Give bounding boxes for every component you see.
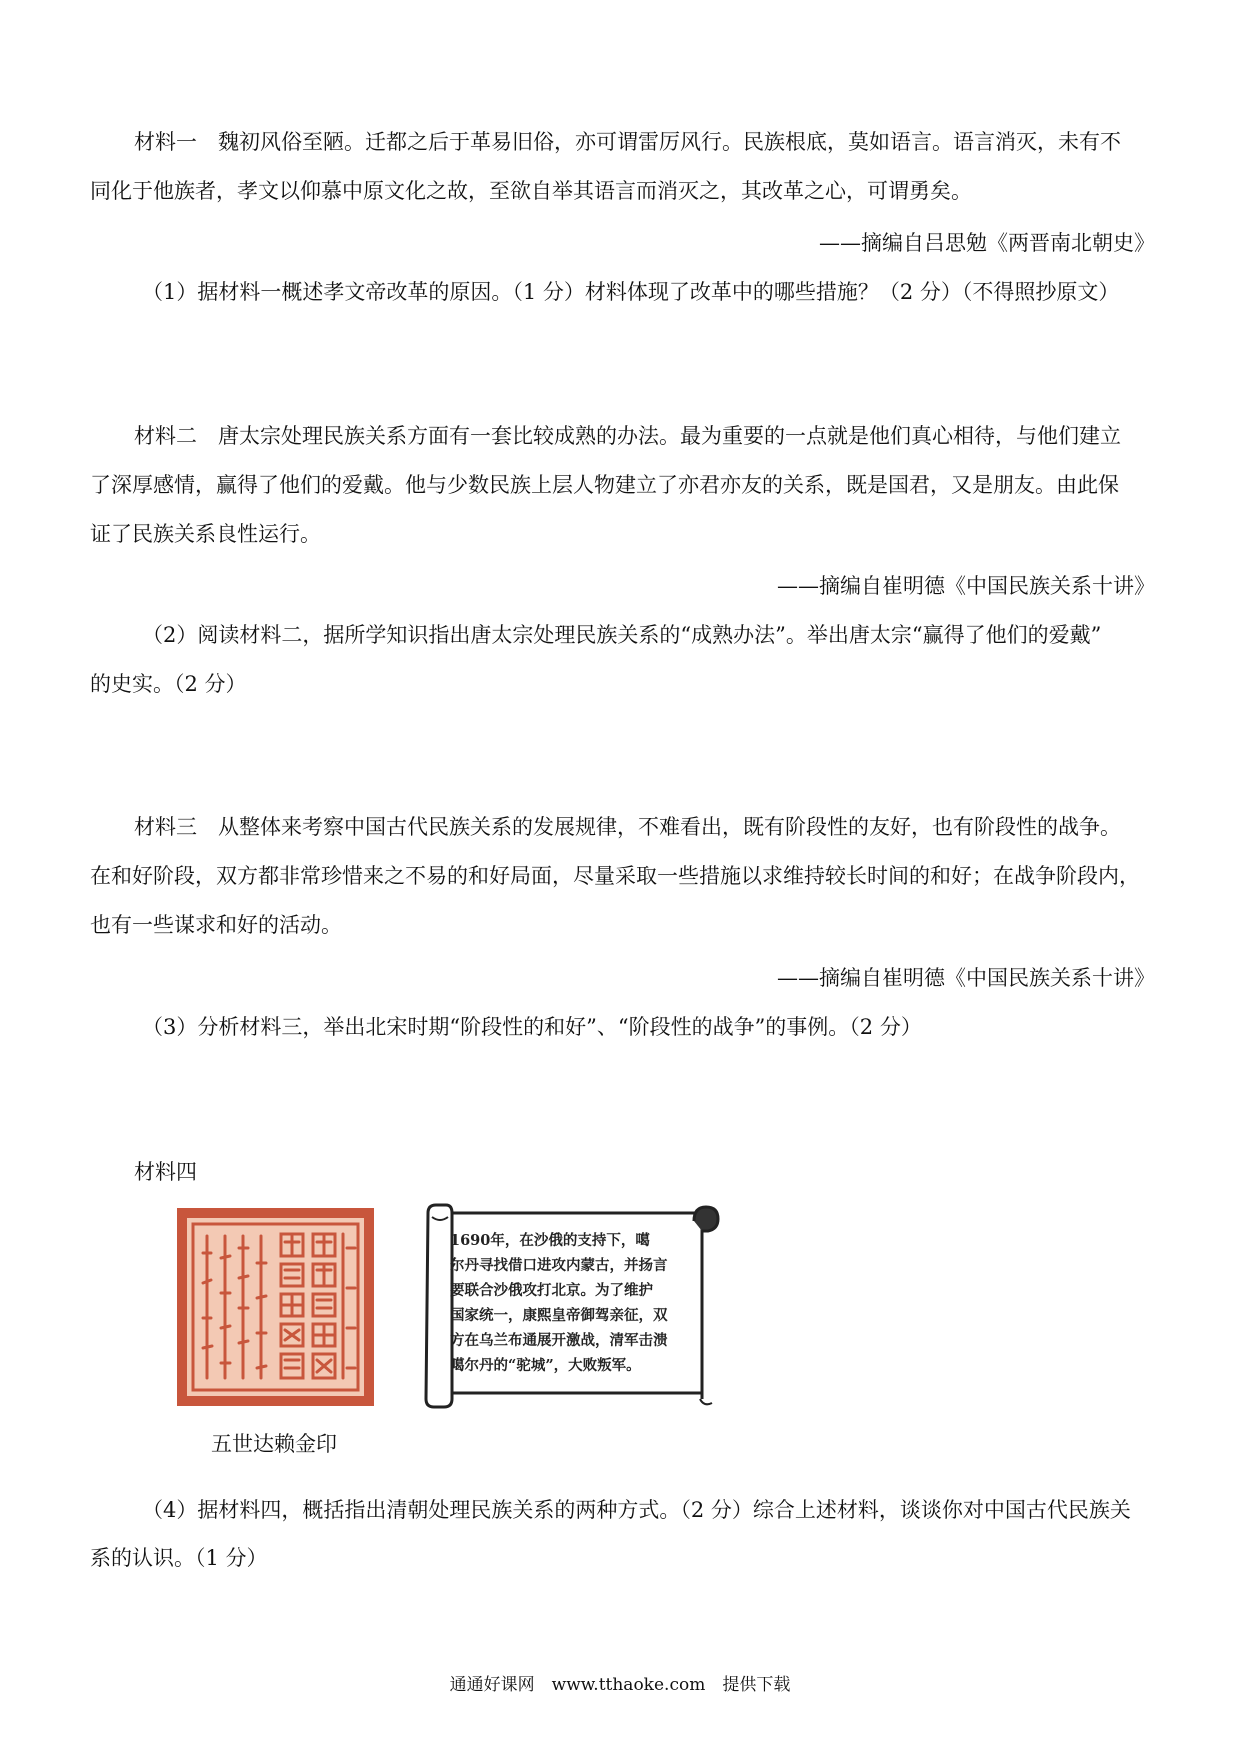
scroll-line: 方在乌兰布通展开激战，清军击溃 [450,1332,668,1349]
question-2-line2: 的史实。（2 分） [90,672,247,696]
material1-source: ——摘编自吕思勉《两晋南北朝史》 [819,231,1155,255]
material2-line1: 材料二 唐太宗处理民族关系方面有一套比较成熟的办法。最为重要的一点就是他们真心相待，与他们建立 [134,424,1121,448]
question-1: （1）据材料一概述孝文帝改革的原因。（1 分）材料体现了改革中的哪些措施？（2 分）（不得照抄原文） [142,280,1120,304]
scroll-text [450,1228,720,1378]
dalai-lama-seal-image [177,1208,374,1406]
question-2-line1: （2）阅读材料二，据所学知识指出唐太宗处理民族关系的“成熟办法”。举出唐太宗“赢得了他们的爱戴” [142,623,1102,647]
scroll-line: 国家统一，康熙皇帝御驾亲征，双 [450,1307,668,1324]
material2-source: ——摘编自崔明德《中国民族关系十讲》 [777,574,1155,598]
material1-line1: 材料一 魏初风俗至陋。迁都之后于革易旧俗，亦可谓雷厉风行。民族根底，莫如语言。语言消灭，未有不 [134,130,1121,154]
scroll-line: 噶尔丹的“驼城”，大败叛军。 [450,1357,641,1374]
seal-caption: 五世达赖金印 [211,1432,337,1456]
page-footer: 通通好课网 www.tthaoke.com 提供下载 [449,1675,791,1695]
material3-source: ——摘编自崔明德《中国民族关系十讲》 [777,966,1155,990]
question-4-line1: （4）据材料四，概括指出清朝处理民族关系的两种方式。（2 分）综合上述材料，谈谈你对中国古代民族关 [142,1498,1131,1522]
material3-line2: 在和好阶段，双方都非常珍惜来之不易的和好局面，尽量采取一些措施以求维持较长时间的和好；在战争阶段内， [90,864,1140,888]
material2-line3: 证了民族关系良性运行。 [90,522,321,546]
material2-line2: 了深厚感情，赢得了他们的爱戴。他与少数民族上层人物建立了亦君亦友的关系，既是国君，又是朋友。由此保 [90,473,1119,497]
question-3: （3）分析材料三，举出北宋时期“阶段性的和好”、“阶段性的战争”的事例。（2 分） [142,1015,922,1039]
material3-line1: 材料三 从整体来考察中国古代民族关系的发展规律，不难看出，既有阶段性的友好，也有阶段性的战争。 [134,815,1121,839]
scroll-line: 尔丹寻找借口进攻内蒙古，并扬言 [450,1257,668,1274]
scroll-line: 1690年，在沙俄的支持下，噶 [450,1232,650,1249]
scroll-line: 要联合沙俄攻打北京。为了维护 [450,1282,653,1299]
material1-line2: 同化于他族者，孝文以仰慕中原文化之故，至欲自举其语言而消灭之，其改革之心，可谓勇矣。 [90,179,972,203]
question-4-line2: 系的认识。（1 分） [90,1546,268,1570]
material3-line3: 也有一些谋求和好的活动。 [90,913,342,937]
material4-label: 材料四 [134,1160,197,1184]
